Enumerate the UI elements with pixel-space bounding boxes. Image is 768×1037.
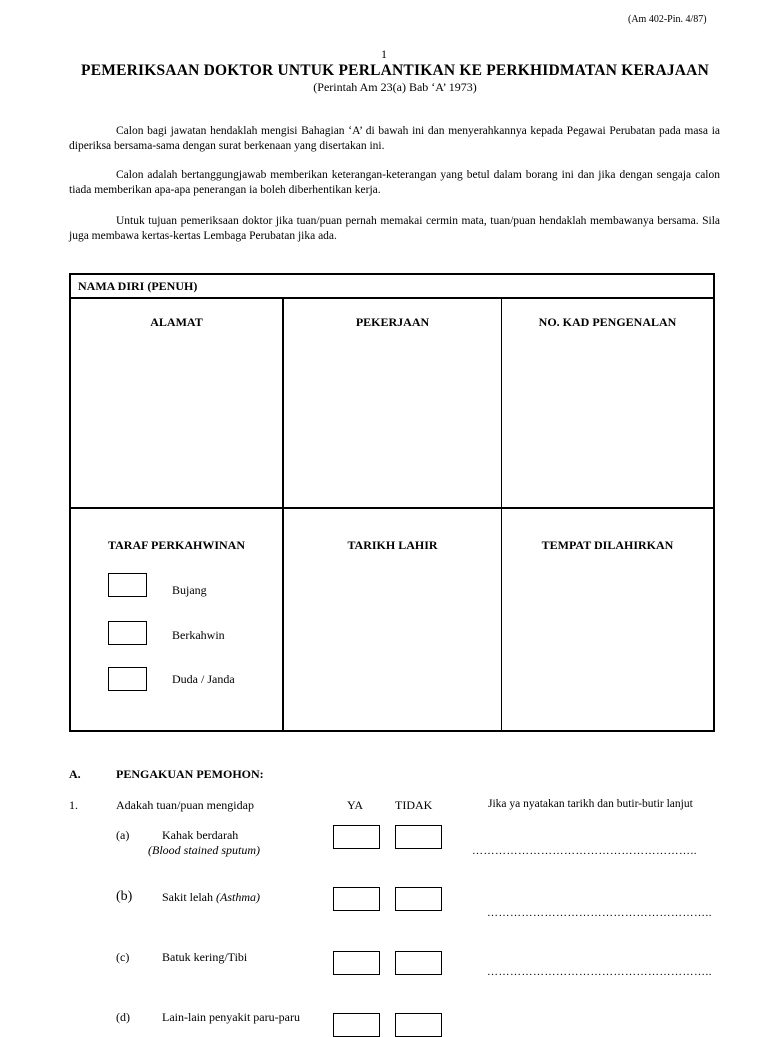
item-c-details-line[interactable]: ………………………………………………….. [487, 966, 712, 978]
page-number: 1 [381, 47, 387, 61]
item-c-no-box[interactable] [395, 951, 442, 975]
item-d-no-box[interactable] [395, 1013, 442, 1037]
date-of-birth-label: TARIKH LAHIR [347, 538, 438, 552]
item-a-subtext: (Blood stained sputum) [148, 843, 260, 857]
marital-status-cell [71, 509, 282, 730]
item-d-letter: (d) [116, 1010, 130, 1024]
item-b-no-box[interactable] [395, 887, 442, 911]
item-d-yes-box[interactable] [333, 1013, 380, 1037]
name-row[interactable] [71, 275, 713, 299]
checkbox-bujang[interactable] [108, 573, 147, 597]
item-d-text: Lain-lain penyakit paru-paru [162, 1010, 300, 1024]
intro-paragraph-2: Calon adalah bertanggungjawab memberikan keterangan-keterangan yang betul dalam borang ini dan jika dengan sengaja calon tiada memberikan apa-apa penerangan ia boleh diberhentikan kerja. [69, 169, 720, 196]
page-subtitle: (Perintah Am 23(a) Bab ‘A’ 1973) [313, 80, 477, 94]
no-column-label: TIDAK [395, 798, 433, 812]
section-heading: PENGAKUAN PEMOHON: [116, 767, 264, 781]
marital-status-label: TARAF PERKAHWINAN [108, 538, 245, 552]
applicant-details-table [69, 273, 715, 732]
birthplace-label: TEMPAT DILAHIRKAN [541, 538, 674, 552]
item-b-letter: (b) [116, 889, 133, 904]
name-label: NAMA DIRI (PENUH) [78, 279, 198, 293]
option-duda-janda-label: Duda / Janda [172, 672, 235, 686]
intro-paragraph-3: Untuk tujuan pemeriksaan doktor jika tuan/puan pernah memakai cermin mata, tuan/puan hendaklah membawanya bersama. Sila juga membawa kertas-kertas Lembaga Perubatan jika ada. [69, 215, 720, 242]
occupation-cell[interactable] [284, 299, 501, 507]
birthplace-cell[interactable] [502, 509, 713, 730]
item-a-letter: (a) [116, 828, 130, 842]
checkbox-berkahwin[interactable] [108, 621, 147, 645]
option-berkahwin-label: Berkahwin [172, 628, 225, 642]
item-a-no-box[interactable] [395, 825, 442, 849]
details-column-label: Jika ya nyatakan tarikh dan butir-butir lanjut [488, 798, 693, 810]
page-title: PEMERIKSAAN DOKTOR UNTUK PERLANTIKAN KE PERKHIDMATAN KERAJAAN [81, 62, 709, 79]
option-bujang-label: Bujang [172, 583, 207, 597]
item-a-text: Kahak berdarah [162, 828, 239, 842]
item-b-yes-box[interactable] [333, 887, 380, 911]
item-c-text: Batuk kering/Tibi [162, 950, 248, 964]
item-b-details-line[interactable]: ………………………………………………….. [487, 907, 712, 919]
address-cell[interactable] [71, 299, 282, 507]
question-number: 1. [69, 798, 78, 812]
ic-number-cell[interactable] [502, 299, 713, 507]
date-of-birth-cell[interactable] [284, 509, 501, 730]
section-letter: A. [69, 767, 81, 781]
item-c-yes-box[interactable] [333, 951, 380, 975]
item-a-details-line[interactable]: ………………………………………………….. [472, 845, 697, 857]
occupation-label: PEKERJAAN [355, 315, 430, 329]
item-b-text: Sakit lelah (Asthma) [162, 890, 260, 904]
address-label: ALAMAT [150, 315, 203, 329]
question-text: Adakah tuan/puan mengidap [116, 798, 254, 812]
yes-column-label: YA [347, 798, 364, 812]
intro-paragraph-1: Calon bagi jawatan hendaklah mengisi Bahagian ‘A’ di bawah ini dan menyerahkannya kepada Pegawai Perubatan pada masa ia diperiksa bersama-sama dengan surat berkenaan yang disertakan ini. [69, 125, 720, 152]
checkbox-duda-janda[interactable] [108, 667, 147, 691]
ic-number-label: NO. KAD PENGENALAN [538, 315, 677, 329]
form-code: (Am 402-Pin. 4/87) [628, 14, 707, 25]
item-c-letter: (c) [116, 950, 130, 964]
item-a-yes-box[interactable] [333, 825, 380, 849]
